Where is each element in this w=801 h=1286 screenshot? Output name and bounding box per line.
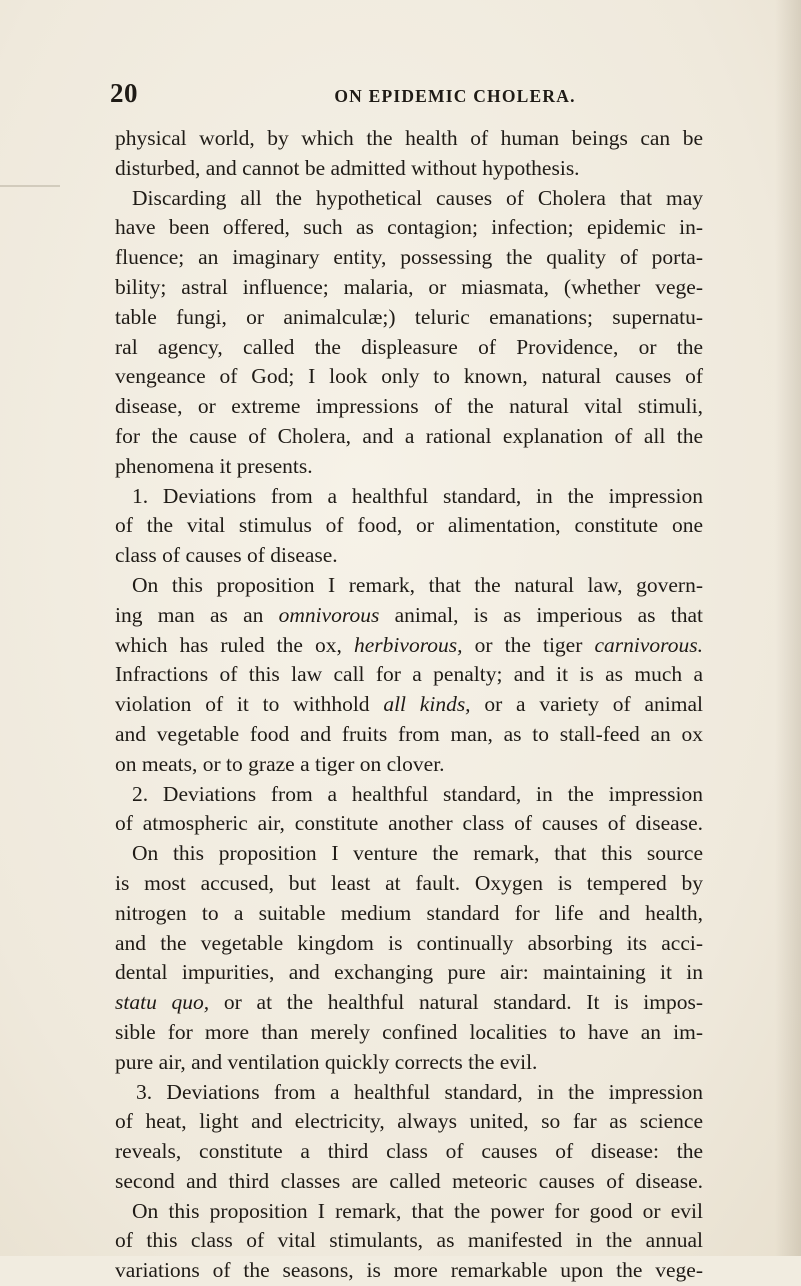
text-line: disturbed, and cannot be admitted without hypothesis. (115, 155, 580, 180)
page-number: 20 (110, 78, 138, 108)
margin-bleed-mark (0, 185, 60, 187)
text-line: nitrogen to a suitable medium standard for life and health, (115, 900, 703, 925)
italic-term: all kinds, (383, 692, 471, 717)
text-line: for the cause of Cholera, and a rational explanation of all the (115, 423, 703, 448)
text-line: 3. Deviations from a healthful standard, in the impression (136, 1079, 703, 1104)
text-line: phenomena it presents. (115, 453, 313, 478)
italic-term: herbivorous, (354, 632, 463, 657)
text-line: have been offered, such as contagion; infection; epidemic in- (115, 215, 703, 240)
text-line: on meats, or to graze a tiger on clover. (115, 751, 445, 776)
text-line: 2. Deviations from a healthful standard, in the impression (132, 781, 703, 806)
text-line: ral agency, called the displeasure of Providence, or the (115, 334, 703, 359)
text-line: On this proposition I remark, that the power for good or evil (132, 1198, 703, 1223)
text-line: and the vegetable kingdom is continually absorbing its acci- (115, 930, 703, 955)
text-line: dental impurities, and exchanging pure air: maintaining it in (115, 960, 703, 985)
text-line: Discarding all the hypothetical causes of Cholera that may (132, 185, 703, 210)
text-line: of heat, light and electricity, always united, so far as science (115, 1109, 703, 1134)
running-head: ON EPIDEMIC CHOLERA. (334, 86, 576, 106)
text-line: Infractions of this law call for a penalty; and it is as much a (115, 662, 703, 687)
italic-term: carnivorous. (594, 632, 703, 657)
text-line: disease, or extreme impressions of the natural vital stimuli, (115, 394, 703, 419)
page-header (110, 78, 710, 118)
text-line: vengeance of God; I look only to known, natural causes of (115, 364, 703, 389)
italic-term: statu quo, (115, 990, 210, 1015)
text-line: which has ruled the ox, herbivorous, or the tiger carnivorous. (115, 632, 703, 657)
text-line: is most accused, but least at fault. Oxygen is tempered by (115, 870, 703, 895)
text-line: fluence; an imaginary entity, possessing the quality of porta- (115, 245, 703, 270)
text-line: second and third classes are called meteoric causes of disease. (115, 1168, 703, 1193)
text-line: reveals, constitute a third class of causes of disease: the (115, 1139, 703, 1164)
italic-term: omnivorous (278, 602, 380, 627)
text-line: On this proposition I venture the remark, that this source (132, 841, 703, 866)
text-line: On this proposition I remark, that the natural law, govern- (132, 572, 703, 597)
text-line: ing man as an omnivorous animal, is as imperious as that (115, 602, 703, 627)
text-line: pure air, and ventilation quickly corrects the evil. (115, 1049, 538, 1074)
text-line: class of causes of disease. (115, 543, 338, 568)
text-line: violation of it to withhold all kinds, or a variety of animal (115, 692, 703, 717)
text-line: of atmospheric air, constitute another class of causes of disease. (115, 811, 703, 836)
text-line: table fungi, or animalculæ;) teluric emanations; supernatu- (115, 304, 703, 329)
text-line: of the vital stimulus of food, or alimentation, constitute one (115, 513, 703, 538)
text-line: and vegetable food and fruits from man, as to stall-feed an ox (115, 721, 703, 746)
text-line: physical world, by which the health of human beings can be (115, 126, 703, 150)
text-line: of this class of vital stimulants, as manifested in the annual (115, 1228, 703, 1253)
text-line: bility; astral influence; malaria, or miasmata, (whether vege- (115, 274, 703, 299)
text-line: 1. Deviations from a healthful standard, in the impression (132, 483, 703, 508)
page-edge-shadow (775, 0, 801, 1256)
text-line: sible for more than merely confined localities to have an im- (115, 1019, 703, 1044)
text-line: variations of the seasons, is more remarkable upon the vege- (115, 1258, 703, 1283)
text-line: statu quo, or at the healthful natural standard. It is impos- (115, 990, 703, 1015)
body-text (115, 124, 703, 1286)
